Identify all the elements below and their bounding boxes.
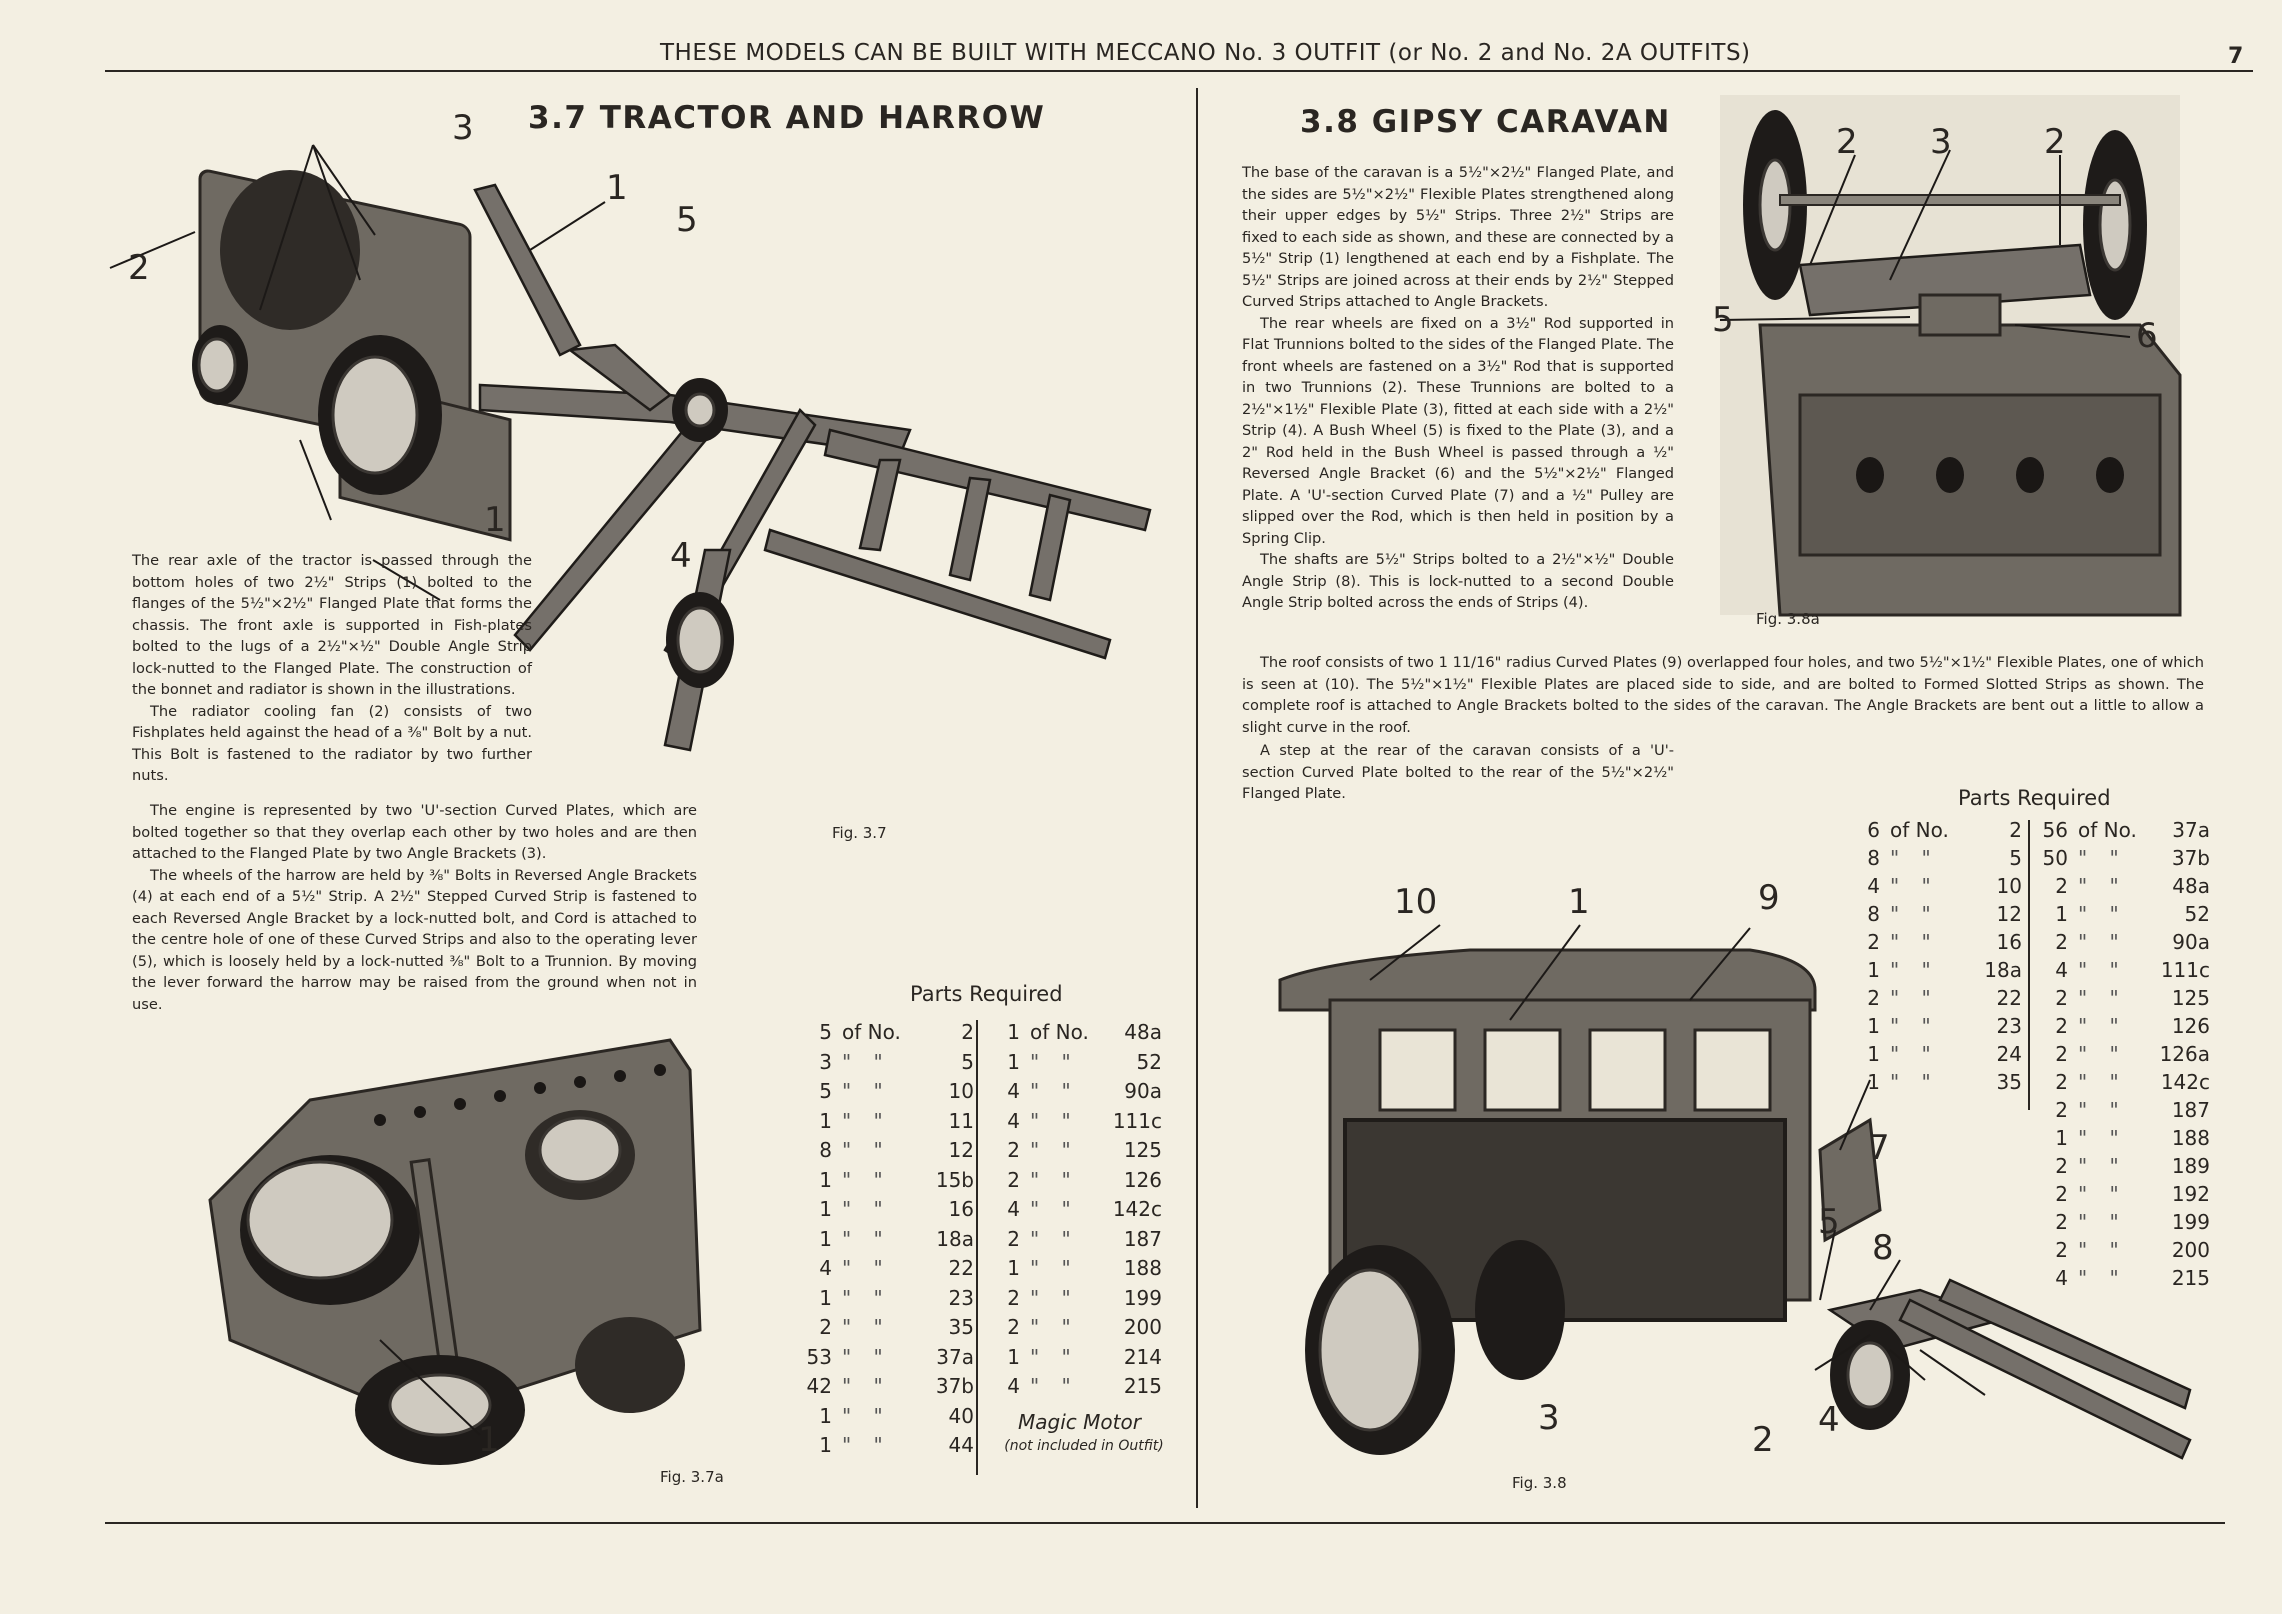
parts-row [986, 1166, 1162, 1196]
part-number: 48a [1124, 1020, 1162, 1044]
part-label: " " [1890, 986, 1939, 1010]
part-label: " " [842, 1344, 891, 1369]
callout-4: 4 [670, 536, 692, 576]
callout-5: 5 [676, 200, 698, 240]
part-number: 16 [948, 1197, 974, 1221]
callout-1-underside: 1 [478, 1420, 500, 1460]
harrow-illustration [475, 185, 1150, 750]
parts-row [1846, 956, 2022, 984]
part-label: " " [1030, 1167, 1079, 1192]
callout-1: 1 [1568, 882, 1590, 922]
part-label: " " [2078, 986, 2127, 1010]
part-number: 12 [1996, 902, 2022, 926]
part-number: 16 [1996, 930, 2022, 954]
caption-fig-3-7: Fig. 3.7 [832, 824, 887, 842]
part-quantity: 2 [1007, 1285, 1020, 1310]
part-label: of No. [2078, 818, 2137, 842]
part-number: 199 [2171, 1210, 2210, 1234]
part-number: 125 [2171, 986, 2210, 1010]
part-label: " " [1890, 846, 1939, 870]
caption-fig-3-7a: Fig. 3.7a [660, 1468, 724, 1486]
part-number: 37b [935, 1374, 974, 1398]
footer-rule [105, 1522, 2225, 1524]
part-number: 126a [2159, 1042, 2210, 1066]
caravan-step-instructions [1242, 740, 1674, 805]
part-number: 35 [1996, 1070, 2022, 1094]
part-number: 2 [961, 1020, 974, 1044]
part-number: 52 [1136, 1049, 1162, 1074]
parts-row [1846, 1012, 2022, 1040]
parts-divider-caravan [2028, 820, 2030, 1110]
part-number: 18a [1984, 958, 2022, 982]
part-number: 10 [948, 1079, 974, 1103]
parts-row [2034, 816, 2210, 844]
paragraph: The shafts are 5½" Strips bolted to a 2½"×½" Double Angle Strip (8). This is lock-nutted to a second Double Angle Strip bolted across the ends of Strips (4). [1242, 551, 1674, 611]
part-quantity: 1 [819, 1285, 832, 1310]
part-label: " " [842, 1079, 891, 1103]
part-number: 200 [1123, 1315, 1162, 1339]
callout-8: 8 [1872, 1228, 1894, 1268]
paragraph: The base of the caravan is a 5½"×2½" Flanged Plate, and the sides are 5½"×2½" Flexible Plates strengthened along their upper edges by 5½" Strips. Three 2½" Strips are fixed to each side as shown, and these are connected by a 5½" Strip (1) lengthened at each end by a Fishplate. The 5½" Strips are joined across at their ends by 2½" Stepped Curved Strips attached to Angle Brackets. [1242, 164, 1674, 310]
header-rule [105, 70, 2253, 72]
part-label: " " [1030, 1374, 1079, 1398]
part-label: " " [1890, 874, 1939, 898]
part-number: 215 [1123, 1374, 1162, 1398]
part-number: 23 [1996, 1014, 2022, 1038]
part-number: 52 [2184, 902, 2210, 926]
part-label: " " [842, 1374, 891, 1398]
parts-row [1846, 928, 2022, 956]
part-label: " " [842, 1108, 891, 1133]
callout-2-left: 2 [1836, 122, 1858, 162]
part-number: 15b [935, 1167, 974, 1192]
part-label: " " [1890, 902, 1939, 926]
part-number: 2 [2009, 818, 2022, 842]
part-quantity: 2 [2055, 1070, 2068, 1094]
parts-row [1846, 900, 2022, 928]
part-quantity: 4 [819, 1256, 832, 1280]
part-label: " " [1030, 1285, 1079, 1310]
part-number: 90a [1124, 1079, 1162, 1103]
part-number: 5 [2009, 846, 2022, 870]
parts-row [986, 1372, 1162, 1402]
part-quantity: 2 [2055, 1238, 2068, 1262]
part-number: 188 [2171, 1126, 2210, 1150]
part-label: " " [842, 1167, 891, 1192]
parts-row [2034, 1012, 2210, 1040]
callout-7: 7 [1868, 1128, 1890, 1168]
part-quantity: 53 [806, 1344, 832, 1369]
parts-row [986, 1284, 1162, 1314]
part-quantity: 1 [1867, 1042, 1880, 1066]
paragraph: A step at the rear of the caravan consists of a 'U'-section Curved Plate bolted to the rear of the 5½"×2½" Flanged Plate. [1242, 742, 1674, 802]
part-number: 11 [948, 1108, 974, 1133]
part-quantity: 2 [1007, 1315, 1020, 1339]
parts-row [798, 1136, 974, 1166]
magic-motor-label: Magic Motor [1018, 1410, 1141, 1434]
parts-row [2034, 1264, 2210, 1292]
part-quantity: 4 [1867, 874, 1880, 898]
part-number: 37a [936, 1344, 974, 1369]
part-quantity: 42 [806, 1374, 832, 1398]
callout-6: 6 [2136, 316, 2158, 356]
part-label: " " [842, 1403, 891, 1428]
part-quantity: 4 [1007, 1108, 1020, 1133]
parts-row [2034, 1096, 2210, 1124]
part-number: 199 [1123, 1285, 1162, 1310]
parts-row [798, 1077, 974, 1107]
parts-row [798, 1254, 974, 1284]
caption-fig-3-8: Fig. 3.8 [1512, 1474, 1567, 1492]
part-label: " " [842, 1256, 891, 1280]
parts-row [798, 1225, 974, 1255]
part-label: " " [2078, 1014, 2127, 1038]
part-quantity: 2 [2055, 1154, 2068, 1178]
part-quantity: 1 [2055, 902, 2068, 926]
part-label: " " [842, 1315, 891, 1339]
part-label: " " [842, 1285, 891, 1310]
caption-fig-3-8a: Fig. 3.8a [1756, 610, 1820, 628]
part-quantity: 6 [1867, 818, 1880, 842]
parts-row [2034, 1068, 2210, 1096]
parts-required-title-tractor: Parts Required [910, 982, 1063, 1006]
paragraph: The engine is represented by two 'U'-section Curved Plates, which are bolted together so that they overlap each other by two holes and are then attached to the Flanged Plate by two Angle Brackets (3). [132, 802, 697, 862]
part-label: " " [1890, 1042, 1939, 1066]
part-label: " " [2078, 1266, 2127, 1290]
parts-row [2034, 984, 2210, 1012]
caravan-instructions [1242, 162, 1674, 614]
parts-list-tractor-col1 [798, 1018, 974, 1461]
column-divider [1196, 88, 1198, 1508]
callout-10: 10 [1394, 882, 1438, 922]
part-quantity: 8 [1867, 902, 1880, 926]
part-number: 90a [2172, 930, 2210, 954]
callout-3: 3 [452, 108, 474, 148]
part-quantity: 1 [1867, 958, 1880, 982]
part-label: of No. [1890, 818, 1949, 842]
part-label: " " [842, 1197, 891, 1221]
part-number: 18a [936, 1226, 974, 1251]
paragraph: The rear wheels are fixed on a 3½" Rod supported in Flat Trunnions bolted to the sides of the Flanged Plate. The front wheels are fastened on a 3½" Rod that is supported in two Trunnions (2). These Trunnions are bolted to a 2½"×1½" Flexible Plate (3), fitted at each side with a 2½" Strip (4). A Bush Wheel (5) is fixed to the Plate (3), and a 2" Rod held in the Bush Wheel is passed through a ½" Reversed Angle Bracket (6) and the 5½"×2½" Flanged Plate. A 'U'-section Curved Plate (7) and a ½" Pulley are slipped over the Rod, which is then held in position by a Spring Clip. [1242, 314, 1674, 547]
part-number: 24 [1996, 1042, 2022, 1066]
part-number: 111c [1112, 1108, 1162, 1133]
parts-row [2034, 1152, 2210, 1180]
parts-row [986, 1254, 1162, 1284]
part-quantity: 2 [2055, 1182, 2068, 1206]
part-label: " " [1890, 1014, 1939, 1038]
part-quantity: 2 [1007, 1226, 1020, 1251]
callout-2: 2 [1752, 1420, 1774, 1460]
part-number: 5 [961, 1049, 974, 1074]
part-number: 215 [2171, 1266, 2210, 1290]
parts-row [2034, 900, 2210, 928]
part-quantity: 2 [2055, 930, 2068, 954]
part-quantity: 4 [2055, 1266, 2068, 1290]
part-quantity: 2 [2055, 986, 2068, 1010]
part-quantity: 2 [2055, 1210, 2068, 1234]
callout-9: 9 [1758, 878, 1780, 918]
parts-row [2034, 1180, 2210, 1208]
part-quantity: 1 [1007, 1049, 1020, 1074]
part-label: " " [1030, 1108, 1079, 1133]
callout-1-lower: 1 [484, 500, 506, 540]
part-quantity: 5 [819, 1020, 832, 1044]
part-label: " " [1030, 1226, 1079, 1251]
part-number: 37a [2172, 818, 2210, 842]
part-label: " " [2078, 1042, 2127, 1066]
parts-row [986, 1107, 1162, 1137]
part-label: " " [842, 1049, 891, 1074]
part-quantity: 2 [1867, 986, 1880, 1010]
part-number: 192 [2171, 1182, 2210, 1206]
part-number: 23 [948, 1285, 974, 1310]
parts-row [986, 1313, 1162, 1343]
part-label: " " [2078, 1210, 2127, 1234]
part-quantity: 1 [2055, 1126, 2068, 1150]
part-label: " " [842, 1226, 891, 1251]
part-label: " " [2078, 902, 2127, 926]
part-quantity: 4 [1007, 1374, 1020, 1398]
part-quantity: 2 [1867, 930, 1880, 954]
part-number: 142c [2160, 1070, 2210, 1094]
parts-divider-tractor [976, 1020, 978, 1475]
part-label: " " [1030, 1256, 1079, 1280]
parts-row [986, 1077, 1162, 1107]
part-quantity: 2 [2055, 1098, 2068, 1122]
part-label: " " [2078, 1070, 2127, 1094]
part-label: " " [1890, 1070, 1939, 1094]
parts-row [798, 1284, 974, 1314]
part-label: " " [1030, 1344, 1079, 1369]
callout-5: 5 [1712, 300, 1734, 340]
parts-row [798, 1195, 974, 1225]
callout-2-right: 2 [2044, 122, 2066, 162]
part-number: 48a [2172, 874, 2210, 898]
part-label: " " [842, 1138, 891, 1162]
part-quantity: 5 [819, 1079, 832, 1103]
parts-list-caravan-col1 [1846, 816, 2022, 1096]
tractor-instructions-wide [132, 800, 697, 1015]
part-label: of No. [842, 1020, 901, 1044]
callout-5: 5 [1818, 1202, 1840, 1242]
part-label: " " [2078, 1126, 2127, 1150]
parts-required-title-caravan: Parts Required [1958, 786, 2111, 810]
part-label: " " [2078, 846, 2127, 870]
part-quantity: 2 [1007, 1138, 1020, 1162]
part-label: " " [1890, 958, 1939, 982]
part-number: 111c [2160, 958, 2210, 982]
part-label: of No. [1030, 1020, 1089, 1044]
part-number: 188 [1123, 1256, 1162, 1280]
part-quantity: 2 [819, 1315, 832, 1339]
parts-row [1846, 984, 2022, 1012]
parts-row [798, 1313, 974, 1343]
part-label: " " [2078, 958, 2127, 982]
part-label: " " [842, 1433, 891, 1457]
paragraph: The rear axle of the tractor is passed through the bottom holes of two 2½" Strips (1) bolted to the flanges of the 5½"×2½" Flanged Plate that forms the chassis. The front axle is supported in Fish-plates bolted to the lugs of a 2½"×½" Double Angle Strip lock-nutted to the Flanged Plate. The construction of the bonnet and radiator is shown in the illustrations. [132, 552, 532, 698]
parts-row [2034, 872, 2210, 900]
part-label: " " [1890, 930, 1939, 954]
part-quantity: 1 [819, 1167, 832, 1192]
parts-list-tractor-col2 [986, 1018, 1162, 1402]
part-quantity: 2 [2055, 874, 2068, 898]
tractor-instructions [132, 550, 532, 787]
paragraph: The radiator cooling fan (2) consists of two Fishplates held against the head of a ⅜" Bolt by a nut. This Bolt is fastened to the radiator by two further nuts. [132, 702, 532, 784]
fig-3-7a-tractor-underside [170, 1040, 720, 1480]
part-number: 44 [948, 1433, 974, 1457]
part-quantity: 3 [819, 1049, 832, 1074]
part-quantity: 1 [1867, 1070, 1880, 1094]
part-label: " " [2078, 1182, 2127, 1206]
magic-motor-note: (not included in Outfit) [1004, 1438, 1164, 1454]
part-quantity: 1 [819, 1197, 832, 1221]
parts-list-caravan-col2 [2034, 816, 2210, 1292]
parts-row [798, 1018, 974, 1048]
part-number: 187 [2171, 1098, 2210, 1122]
parts-row [798, 1431, 974, 1461]
part-label: " " [2078, 1238, 2127, 1262]
parts-row [1846, 816, 2022, 844]
part-label: " " [1030, 1315, 1079, 1339]
callout-3: 3 [1930, 122, 1952, 162]
part-quantity: 2 [2055, 1042, 2068, 1066]
part-label: " " [2078, 930, 2127, 954]
part-quantity: 1 [819, 1403, 832, 1428]
parts-row [1846, 1068, 2022, 1096]
fig-3-8a-front-axle [1720, 95, 2180, 615]
parts-row [2034, 1236, 2210, 1264]
part-quantity: 1 [1867, 1014, 1880, 1038]
part-number: 22 [1996, 986, 2022, 1010]
part-number: 126 [2171, 1014, 2210, 1038]
part-label: " " [1030, 1079, 1079, 1103]
parts-row [798, 1372, 974, 1402]
callout-3: 3 [1538, 1398, 1560, 1438]
part-quantity: 1 [819, 1226, 832, 1251]
part-quantity: 8 [819, 1138, 832, 1162]
parts-row [986, 1343, 1162, 1373]
part-quantity: 1 [1007, 1256, 1020, 1280]
parts-row [2034, 956, 2210, 984]
parts-row [798, 1343, 974, 1373]
parts-row [798, 1166, 974, 1196]
parts-row [2034, 1208, 2210, 1236]
part-number: 142c [1112, 1197, 1162, 1221]
part-number: 22 [948, 1256, 974, 1280]
parts-row [986, 1136, 1162, 1166]
parts-row [798, 1107, 974, 1137]
parts-row [986, 1048, 1162, 1078]
section-title-tractor: 3.7 TRACTOR AND HARROW [528, 100, 1046, 136]
part-quantity: 56 [2042, 818, 2068, 842]
part-number: 200 [2171, 1238, 2210, 1262]
parts-row [1846, 1040, 2022, 1068]
part-quantity: 2 [2055, 1014, 2068, 1038]
parts-row [2034, 1040, 2210, 1068]
part-label: " " [1030, 1197, 1079, 1221]
part-number: 12 [948, 1138, 974, 1162]
callout-1-upper: 1 [606, 168, 628, 208]
part-number: 37b [2171, 846, 2210, 870]
part-number: 187 [1123, 1226, 1162, 1251]
part-quantity: 4 [2055, 958, 2068, 982]
parts-row [986, 1225, 1162, 1255]
part-quantity: 1 [1007, 1344, 1020, 1369]
paragraph: The wheels of the harrow are held by ⅜" Bolts in Reversed Angle Brackets (4) at each end of a 5½" Strip. A 2½" Stepped Curved Strip is fastened to each Reversed Angle Bracket by a lock-nutted bolt, and Cord is attached to the centre hole of one of these Curved Strips and also to the operating lever (5), which is loosely held by a lock-nutted ⅜" Bolt to a Trunnion. By moving the lever forward the harrow may be raised from the ground when not in use. [132, 866, 697, 1013]
part-number: 35 [948, 1315, 974, 1339]
paragraph: The roof consists of two 1 11/16" radius Curved Plates (9) overlapped four holes, and two 5½"×1½" Flexible Plates, one of which is seen at (10). The 5½"×1½" Flexible Plates are placed side to side, and are bolted to Formed Slotted Strips as shown. The complete roof is attached to Angle Brackets bolted to the sides of the caravan. The Angle Brackets are bent out a little to allow a slight curve in the roof. [1242, 654, 2204, 736]
parts-row [2034, 844, 2210, 872]
part-quantity: 4 [1007, 1079, 1020, 1103]
part-quantity: 4 [1007, 1197, 1020, 1221]
parts-row [1846, 872, 2022, 900]
parts-row [798, 1402, 974, 1432]
parts-row [2034, 928, 2210, 956]
part-number: 126 [1123, 1167, 1162, 1192]
parts-row [1846, 844, 2022, 872]
part-quantity: 1 [819, 1433, 832, 1457]
parts-row [2034, 1124, 2210, 1152]
part-number: 10 [1996, 874, 2022, 898]
part-quantity: 1 [819, 1108, 832, 1133]
tractor-illustration [192, 169, 510, 540]
part-quantity: 1 [1007, 1020, 1020, 1044]
parts-row [986, 1018, 1162, 1048]
caravan-roof-instructions [1242, 652, 2204, 738]
parts-row [798, 1048, 974, 1078]
section-title-caravan: 3.8 GIPSY CARAVAN [1300, 104, 1671, 140]
callout-4: 4 [1818, 1400, 1840, 1440]
page-number: 7 [2228, 44, 2244, 69]
part-number: 214 [1123, 1344, 1162, 1369]
running-header: THESE MODELS CAN BE BUILT WITH MECCANO No. 3 OUTFIT (or No. 2 and No. 2A OUTFITS) [660, 40, 1751, 66]
part-quantity: 50 [2042, 846, 2068, 870]
part-label: " " [2078, 874, 2127, 898]
part-label: " " [2078, 1154, 2127, 1178]
part-number: 125 [1123, 1138, 1162, 1162]
parts-row [986, 1195, 1162, 1225]
part-label: " " [2078, 1098, 2127, 1122]
callout-2: 2 [128, 248, 150, 288]
part-quantity: 2 [1007, 1167, 1020, 1192]
part-quantity: 8 [1867, 846, 1880, 870]
part-number: 40 [948, 1403, 974, 1428]
part-label: " " [1030, 1049, 1079, 1074]
part-label: " " [1030, 1138, 1079, 1162]
part-number: 189 [2171, 1154, 2210, 1178]
